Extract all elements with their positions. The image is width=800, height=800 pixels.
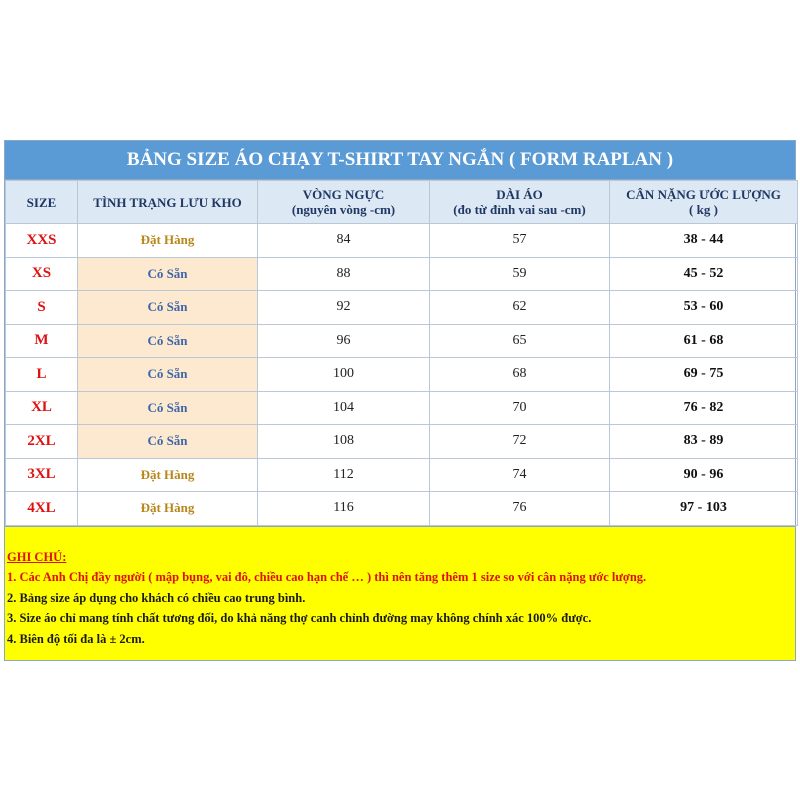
header-chest [258,181,430,224]
stock-cell: Đặt Hàng [78,492,258,526]
stock-cell: Đặt Hàng [78,458,258,492]
header-chest-sub: (nguyên vòng -cm) [291,202,396,217]
length-cell: 62 [430,291,610,325]
table-row [6,224,798,258]
size-cell: XS [6,257,78,291]
weight-cell: 90 - 96 [610,458,798,492]
size-cell: XXS [6,224,78,258]
size-cell: 2XL [6,425,78,459]
header-length-sub: (đo từ đỉnh vai sau -cm) [453,202,586,217]
chest-cell: 100 [258,358,430,392]
chest-cell: 112 [258,458,430,492]
length-cell: 57 [430,224,610,258]
size-cell: 4XL [6,492,78,526]
header-chest-label: VÒNG NGỰC [302,187,385,202]
weight-cell: 69 - 75 [610,358,798,392]
header-row [6,181,798,224]
header-weight-sub: ( kg ) [689,202,718,217]
size-chart [4,140,796,661]
stock-cell: Đặt Hàng [78,224,258,258]
header-stock: TÌNH TRẠNG LƯU KHO [78,181,258,224]
chest-cell: 84 [258,224,430,258]
chest-cell: 104 [258,391,430,425]
weight-cell: 83 - 89 [610,425,798,459]
table-row [6,358,798,392]
length-cell: 74 [430,458,610,492]
length-cell: 72 [430,425,610,459]
stock-cell: Có Sẵn [78,358,258,392]
length-cell: 76 [430,492,610,526]
table-row [6,492,798,526]
stock-cell: Có Sẵn [78,257,258,291]
table-row [6,291,798,325]
table-row [6,425,798,459]
weight-cell: 61 - 68 [610,324,798,358]
length-cell: 59 [430,257,610,291]
size-table [5,180,798,526]
weight-cell: 97 - 103 [610,492,798,526]
weight-cell: 53 - 60 [610,291,798,325]
stock-cell: Có Sẵn [78,291,258,325]
table-row [6,458,798,492]
header-length [430,181,610,224]
length-cell: 70 [430,391,610,425]
notes-heading: GHI CHÚ: [7,549,67,564]
notes-section [5,526,795,660]
note-item-4: 4. Biên độ tối đa là ± 2cm. [7,631,145,646]
chest-cell: 108 [258,425,430,459]
size-cell: 3XL [6,458,78,492]
header-size: SIZE [6,181,78,224]
weight-cell: 38 - 44 [610,224,798,258]
chest-cell: 116 [258,492,430,526]
header-length-label: DÀI ÁO [496,187,543,202]
size-cell: XL [6,391,78,425]
chest-cell: 88 [258,257,430,291]
note-item-3: 3. Size áo chỉ mang tính chất tương đối, do khả năng thợ canh chỉnh đường may không chính xác 100% được. [7,611,592,625]
chart-title: BẢNG SIZE ÁO CHẠY T-SHIRT TAY NGẮN ( FORM RAPLAN ) [5,141,795,180]
table-row [6,391,798,425]
note-item-1: 1. Các Anh Chị đầy người ( mập bụng, vai đô, chiều cao hạn chế … ) thì nên tăng thêm 1 size so với cân nặng ước lượng. [7,570,647,584]
chest-cell: 92 [258,291,430,325]
table-row [6,257,798,291]
length-cell: 65 [430,324,610,358]
table-row [6,324,798,358]
length-cell: 68 [430,358,610,392]
weight-cell: 76 - 82 [610,391,798,425]
stock-cell: Có Sẵn [78,425,258,459]
note-item-2: 2. Bảng size áp dụng cho khách có chiều cao trung bình. [7,590,306,605]
header-weight-label: CÂN NẶNG ƯỚC LƯỢNG [626,187,781,202]
header-weight [610,181,798,224]
size-cell: M [6,324,78,358]
weight-cell: 45 - 52 [610,257,798,291]
size-cell: S [6,291,78,325]
stock-cell: Có Sẵn [78,391,258,425]
stock-cell: Có Sẵn [78,324,258,358]
chest-cell: 96 [258,324,430,358]
size-cell: L [6,358,78,392]
